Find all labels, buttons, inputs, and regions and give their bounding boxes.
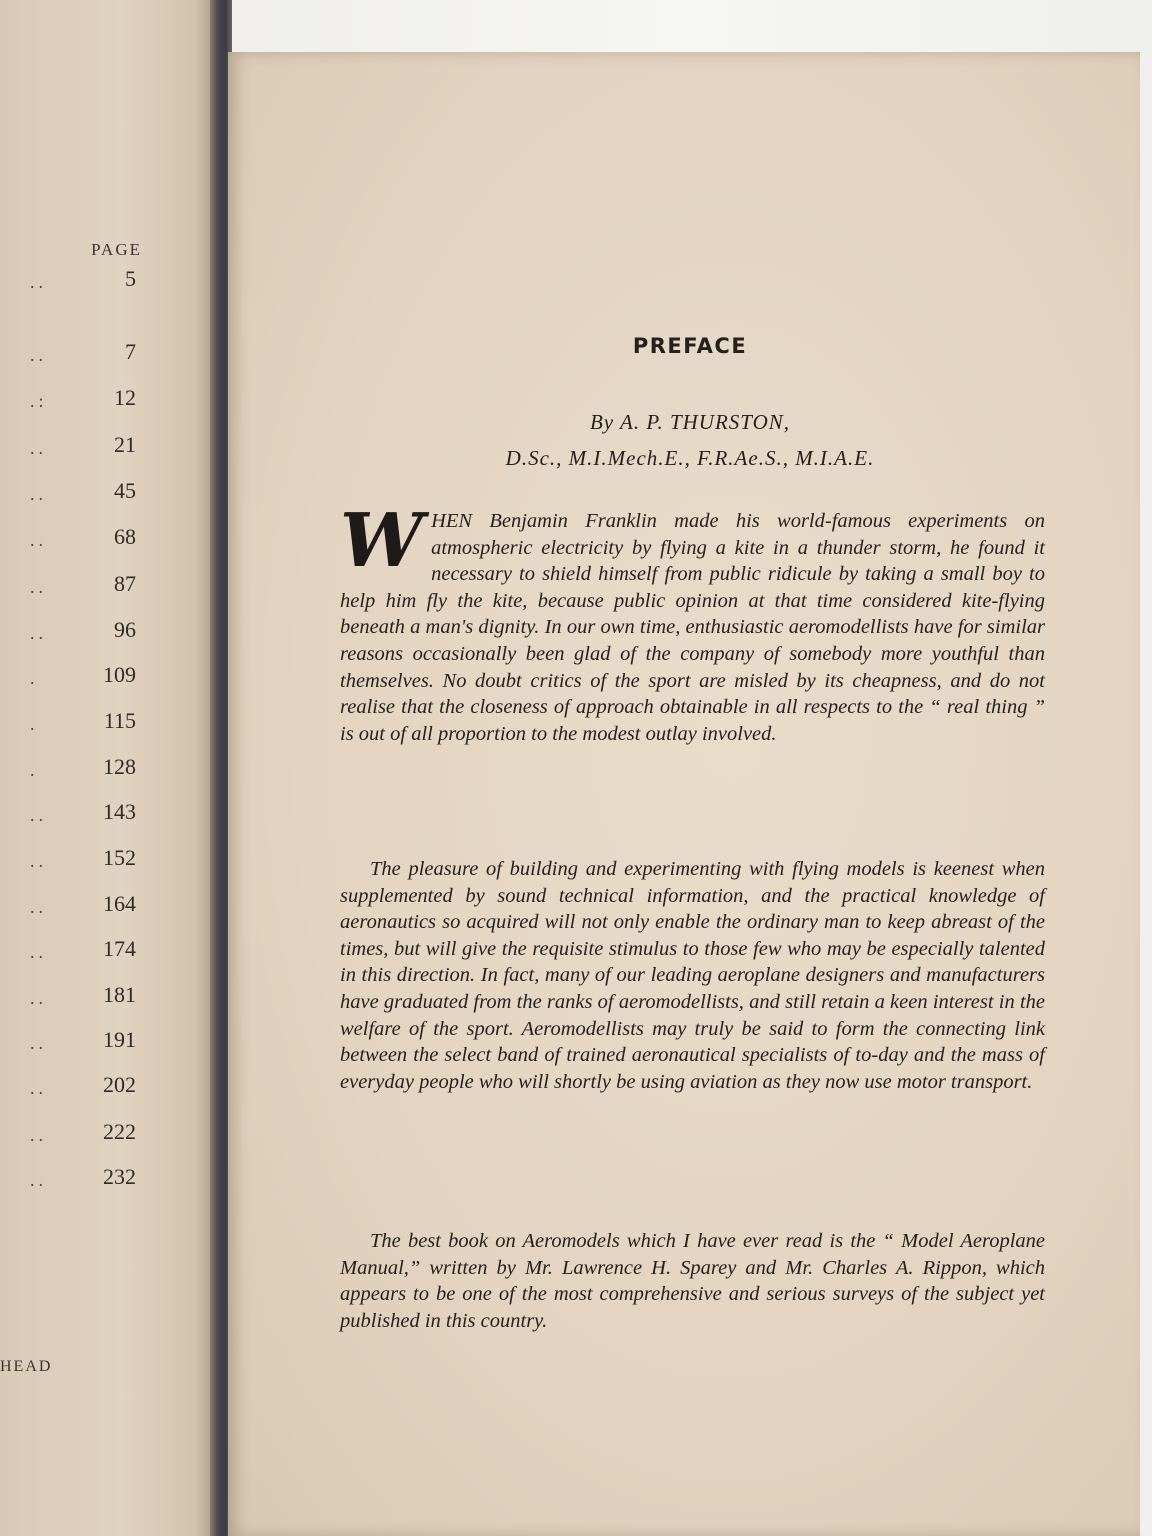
toc-row	[30, 478, 136, 508]
toc-page-number: 5	[125, 266, 136, 291]
toc-row	[30, 617, 136, 647]
toc-leader: ..	[30, 1125, 47, 1145]
toc-row	[30, 1072, 136, 1102]
toc-page-header: PAGE	[91, 240, 142, 259]
toc-leader: .	[30, 760, 39, 780]
toc-page-number: 191	[103, 1027, 136, 1052]
toc-page-number: 152	[103, 845, 136, 870]
preface-paragraph-3: The best book on Aeromodels which I have ever read is the “ Model Aeroplane Manual,” written by Mr. Lawrence H. Sparey and Mr. Charles A. Rippon, which appears to be one of the most comprehensive and serious surveys of the subject yet published in this country.	[340, 1230, 1045, 1332]
toc-leader: ..	[30, 1033, 47, 1053]
toc-row	[30, 845, 136, 875]
drop-cap: W	[340, 498, 424, 584]
toc-leader: ..	[30, 805, 47, 825]
toc-leader: .	[30, 714, 39, 734]
toc-page-number: 96	[114, 617, 136, 642]
toc-page-number: 128	[103, 754, 136, 779]
toc-leader: ..	[30, 345, 47, 365]
toc-page-number: 87	[114, 571, 136, 596]
toc-page-number: 181	[103, 982, 136, 1007]
preface-byline	[400, 404, 980, 476]
toc-leader: ..	[30, 623, 47, 643]
toc-row	[30, 432, 136, 462]
toc-row	[30, 754, 136, 784]
toc-page-number: 222	[103, 1119, 136, 1144]
toc-row	[30, 891, 136, 921]
toc-leader: .	[30, 668, 39, 688]
toc-row	[30, 385, 136, 415]
toc-leader: ..	[30, 438, 47, 458]
preface-title: PREFACE	[632, 334, 748, 358]
toc-page-number: 174	[103, 936, 136, 961]
toc-page-number: 143	[103, 799, 136, 824]
toc-row	[30, 571, 136, 601]
preface-credentials: D.Sc., M.I.Mech.E., F.R.Ae.S., M.I.A.E.	[505, 446, 875, 470]
toc-row	[30, 982, 136, 1012]
toc-page-number: 232	[103, 1164, 136, 1189]
toc-leader: ..	[30, 577, 47, 597]
toc-page-number: 21	[114, 432, 136, 457]
toc-page-number: 68	[114, 524, 136, 549]
paragraph-1-text: HEN Benjamin Franklin made his world-famous experiments on atmospheric electricity by flying a kite in a thunder storm, he found it necessary to shield himself from public ridicule by taking a small boy to help him fly the kite, because public opinion at that time considered kite-flying beneath a man's dignity. In our own time, enthusiastic aeromodellists have for similar reasons occasionally been glad of the company of somebody more youthful than themselves. No doubt critics of the sport are misled by its cheapness, and do not realise that the closeness of approach obtainable in all respects to the “ real thing ” is out of all proportion to the modest outlay involved.	[340, 510, 1045, 745]
toc-row	[30, 339, 136, 369]
toc-row	[30, 708, 136, 738]
toc-leader: ..	[30, 530, 47, 550]
toc-row	[30, 936, 136, 966]
toc-page-number: 7	[125, 339, 136, 364]
toc-leader: ..	[30, 1170, 47, 1190]
toc-leader: ..	[30, 272, 47, 292]
toc-leader: ..	[30, 897, 47, 917]
left-page-footer-text: HEAD	[0, 1358, 53, 1375]
toc-row	[30, 524, 136, 554]
toc-leader: .:	[30, 391, 48, 411]
toc-leader: ..	[30, 1078, 47, 1098]
toc-leader: ..	[30, 942, 47, 962]
toc-page-number: 45	[114, 478, 136, 503]
toc-page-number: 12	[114, 385, 136, 410]
toc-leader: ..	[30, 484, 47, 504]
toc-leader: ..	[30, 988, 47, 1008]
toc-row	[30, 1119, 136, 1149]
toc-row	[30, 662, 136, 692]
preface-author: By A. P. THURSTON,	[589, 410, 791, 434]
toc-row	[30, 799, 136, 829]
toc-page-number: 202	[103, 1072, 136, 1097]
preface-paragraph-2: The pleasure of building and experimenting with flying models is keenest when supplemented by sound technical information, and the practical knowledge of aeronautics so acquired will not only enable the ordinary man to keep abreast of the times, but will give the requisite stimulus to those few who may be especially talented in this direction. In fact, many of our leading aeroplane designers and manufacturers have graduated from the ranks of aeromodellists, and still retain a keen interest in the welfare of the sport. Aeromodellists may truly be said to form the connecting link between the select band of trained aeronautical specialists of to-day and the mass of everyday people who will shortly be using aviation as they now use motor transport.	[340, 858, 1045, 1093]
toc-row	[30, 1027, 136, 1057]
toc-row	[30, 266, 136, 296]
toc-row	[30, 1164, 136, 1194]
toc-page-number: 164	[103, 891, 136, 916]
left-page-contents	[0, 0, 222, 1536]
preface-paragraph-1	[340, 498, 1045, 747]
toc-page-number: 109	[103, 662, 136, 687]
toc-leader: ..	[30, 851, 47, 871]
toc-page-number: 115	[103, 708, 136, 733]
